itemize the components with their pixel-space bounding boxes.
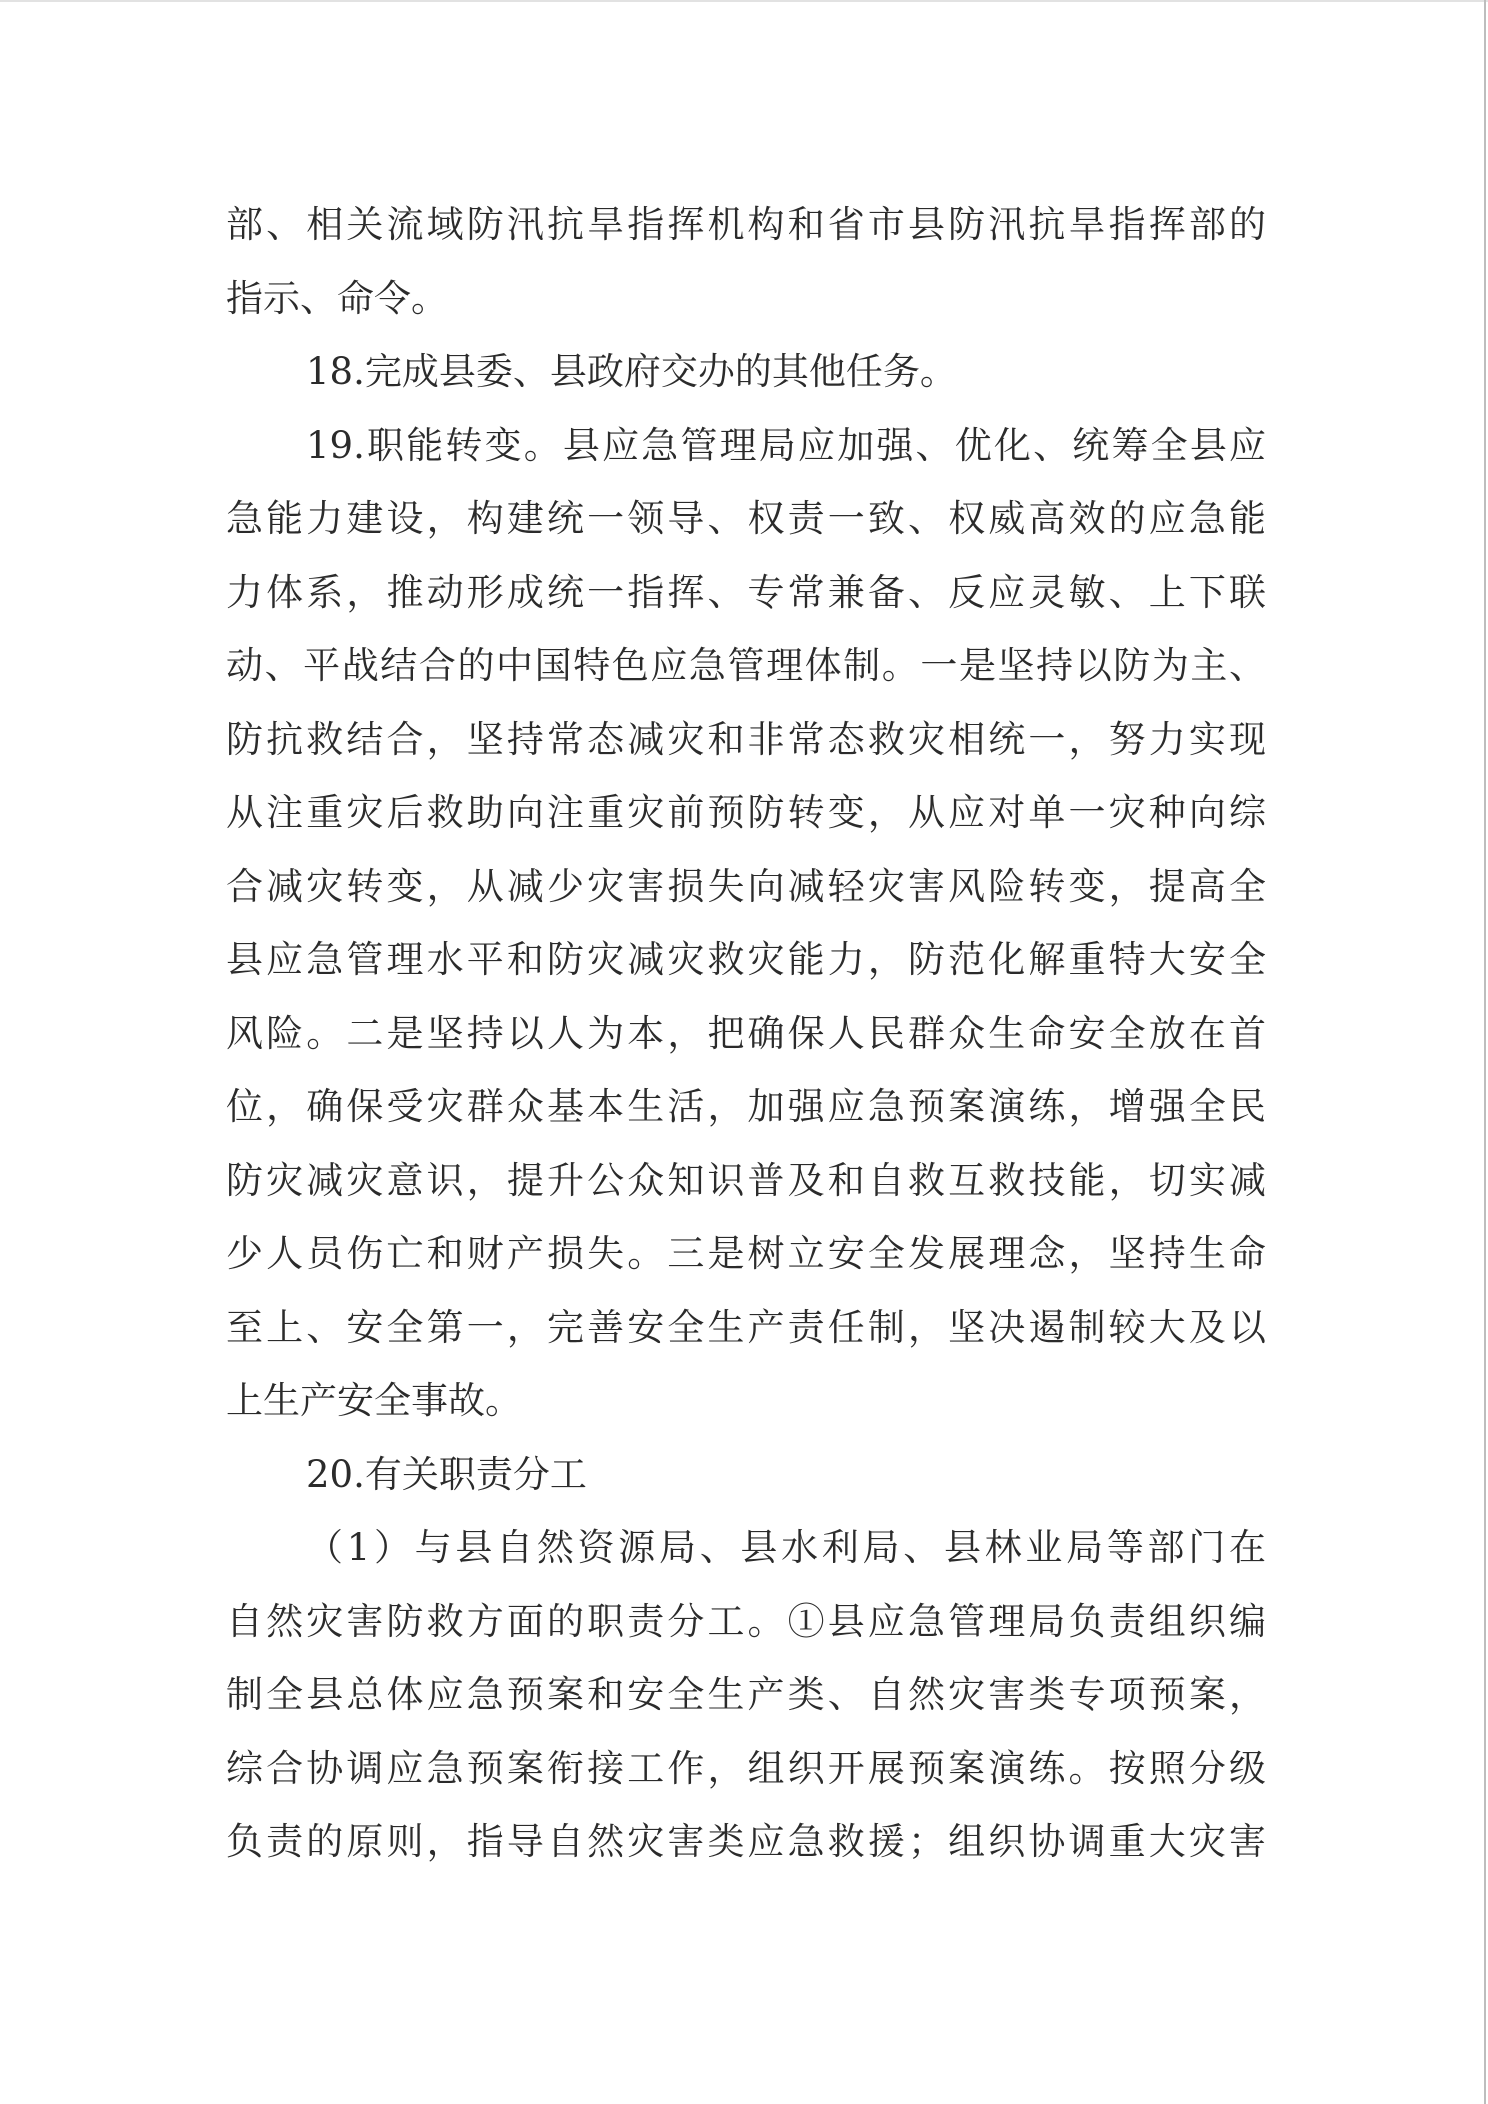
text-line: 19.职能转变。县应急管理局应加强、优化、统筹全县应 <box>306 423 1266 467</box>
text-line: 综合协调应急预案衔接工作，组织开展预案演练。按照分级 <box>226 1746 1266 1790</box>
text-line: 负责的原则，指导自然灾害类应急救援；组织协调重大灾害 <box>226 1820 1266 1863</box>
text-line: 防灾减灾意识，提升公众知识普及和自救互救技能，切实减 <box>226 1158 1266 1202</box>
text-line: （1）与县自然资源局、县水利局、县林业局等部门在 <box>306 1526 1266 1569</box>
text-line: 部、相关流域防汛抗旱指挥机构和省市县防汛抗旱指挥部的 <box>226 203 1266 246</box>
text-line: 18.完成县委、县政府交办的其他任务。 <box>306 350 957 393</box>
text-line: 自然灾害防救方面的职责分工。①县应急管理局负责组织编 <box>226 1599 1266 1643</box>
document-body <box>226 188 1266 1879</box>
text-line: 从注重灾后救助向注重灾前预防转变，从应对单一灾种向综 <box>226 791 1266 834</box>
text-line: 急能力建设，构建统一领导、权责一致、权威高效的应急能 <box>226 497 1266 540</box>
text-line: 20.有关职责分工 <box>306 1452 587 1496</box>
text-line: 防抗救结合，坚持常态减灾和非常态救灾相统一，努力实现 <box>226 717 1266 761</box>
text-line: 少人员伤亡和财产损失。三是树立安全发展理念，坚持生命 <box>226 1232 1266 1275</box>
text-line: 力体系，推动形成统一指挥、专常兼备、反应灵敏、上下联 <box>226 570 1266 614</box>
text-line: 制全县总体应急预案和安全生产类、自然灾害类专项预案， <box>226 1673 1266 1716</box>
text-line: 合减灾转变，从减少灾害损失向减轻灾害风险转变，提高全 <box>226 864 1266 908</box>
text-line: 位，确保受灾群众基本生活，加强应急预案演练，增强全民 <box>226 1085 1266 1128</box>
text-line: 动、平战结合的中国特色应急管理体制。一是坚持以防为主、 <box>226 644 1266 687</box>
text-line: 上生产安全事故。 <box>226 1379 522 1422</box>
text-line: 指示、命令。 <box>226 276 448 320</box>
page-right-edge <box>1484 0 1486 2104</box>
page-top-edge <box>0 0 1488 2</box>
text-line: 风险。二是坚持以人为本，把确保人民群众生命安全放在首 <box>226 1011 1266 1055</box>
text-line: 县应急管理水平和防灾减灾救灾能力，防范化解重特大安全 <box>226 938 1266 981</box>
text-line: 至上、安全第一，完善安全生产责任制，坚决遏制较大及以 <box>226 1305 1266 1349</box>
